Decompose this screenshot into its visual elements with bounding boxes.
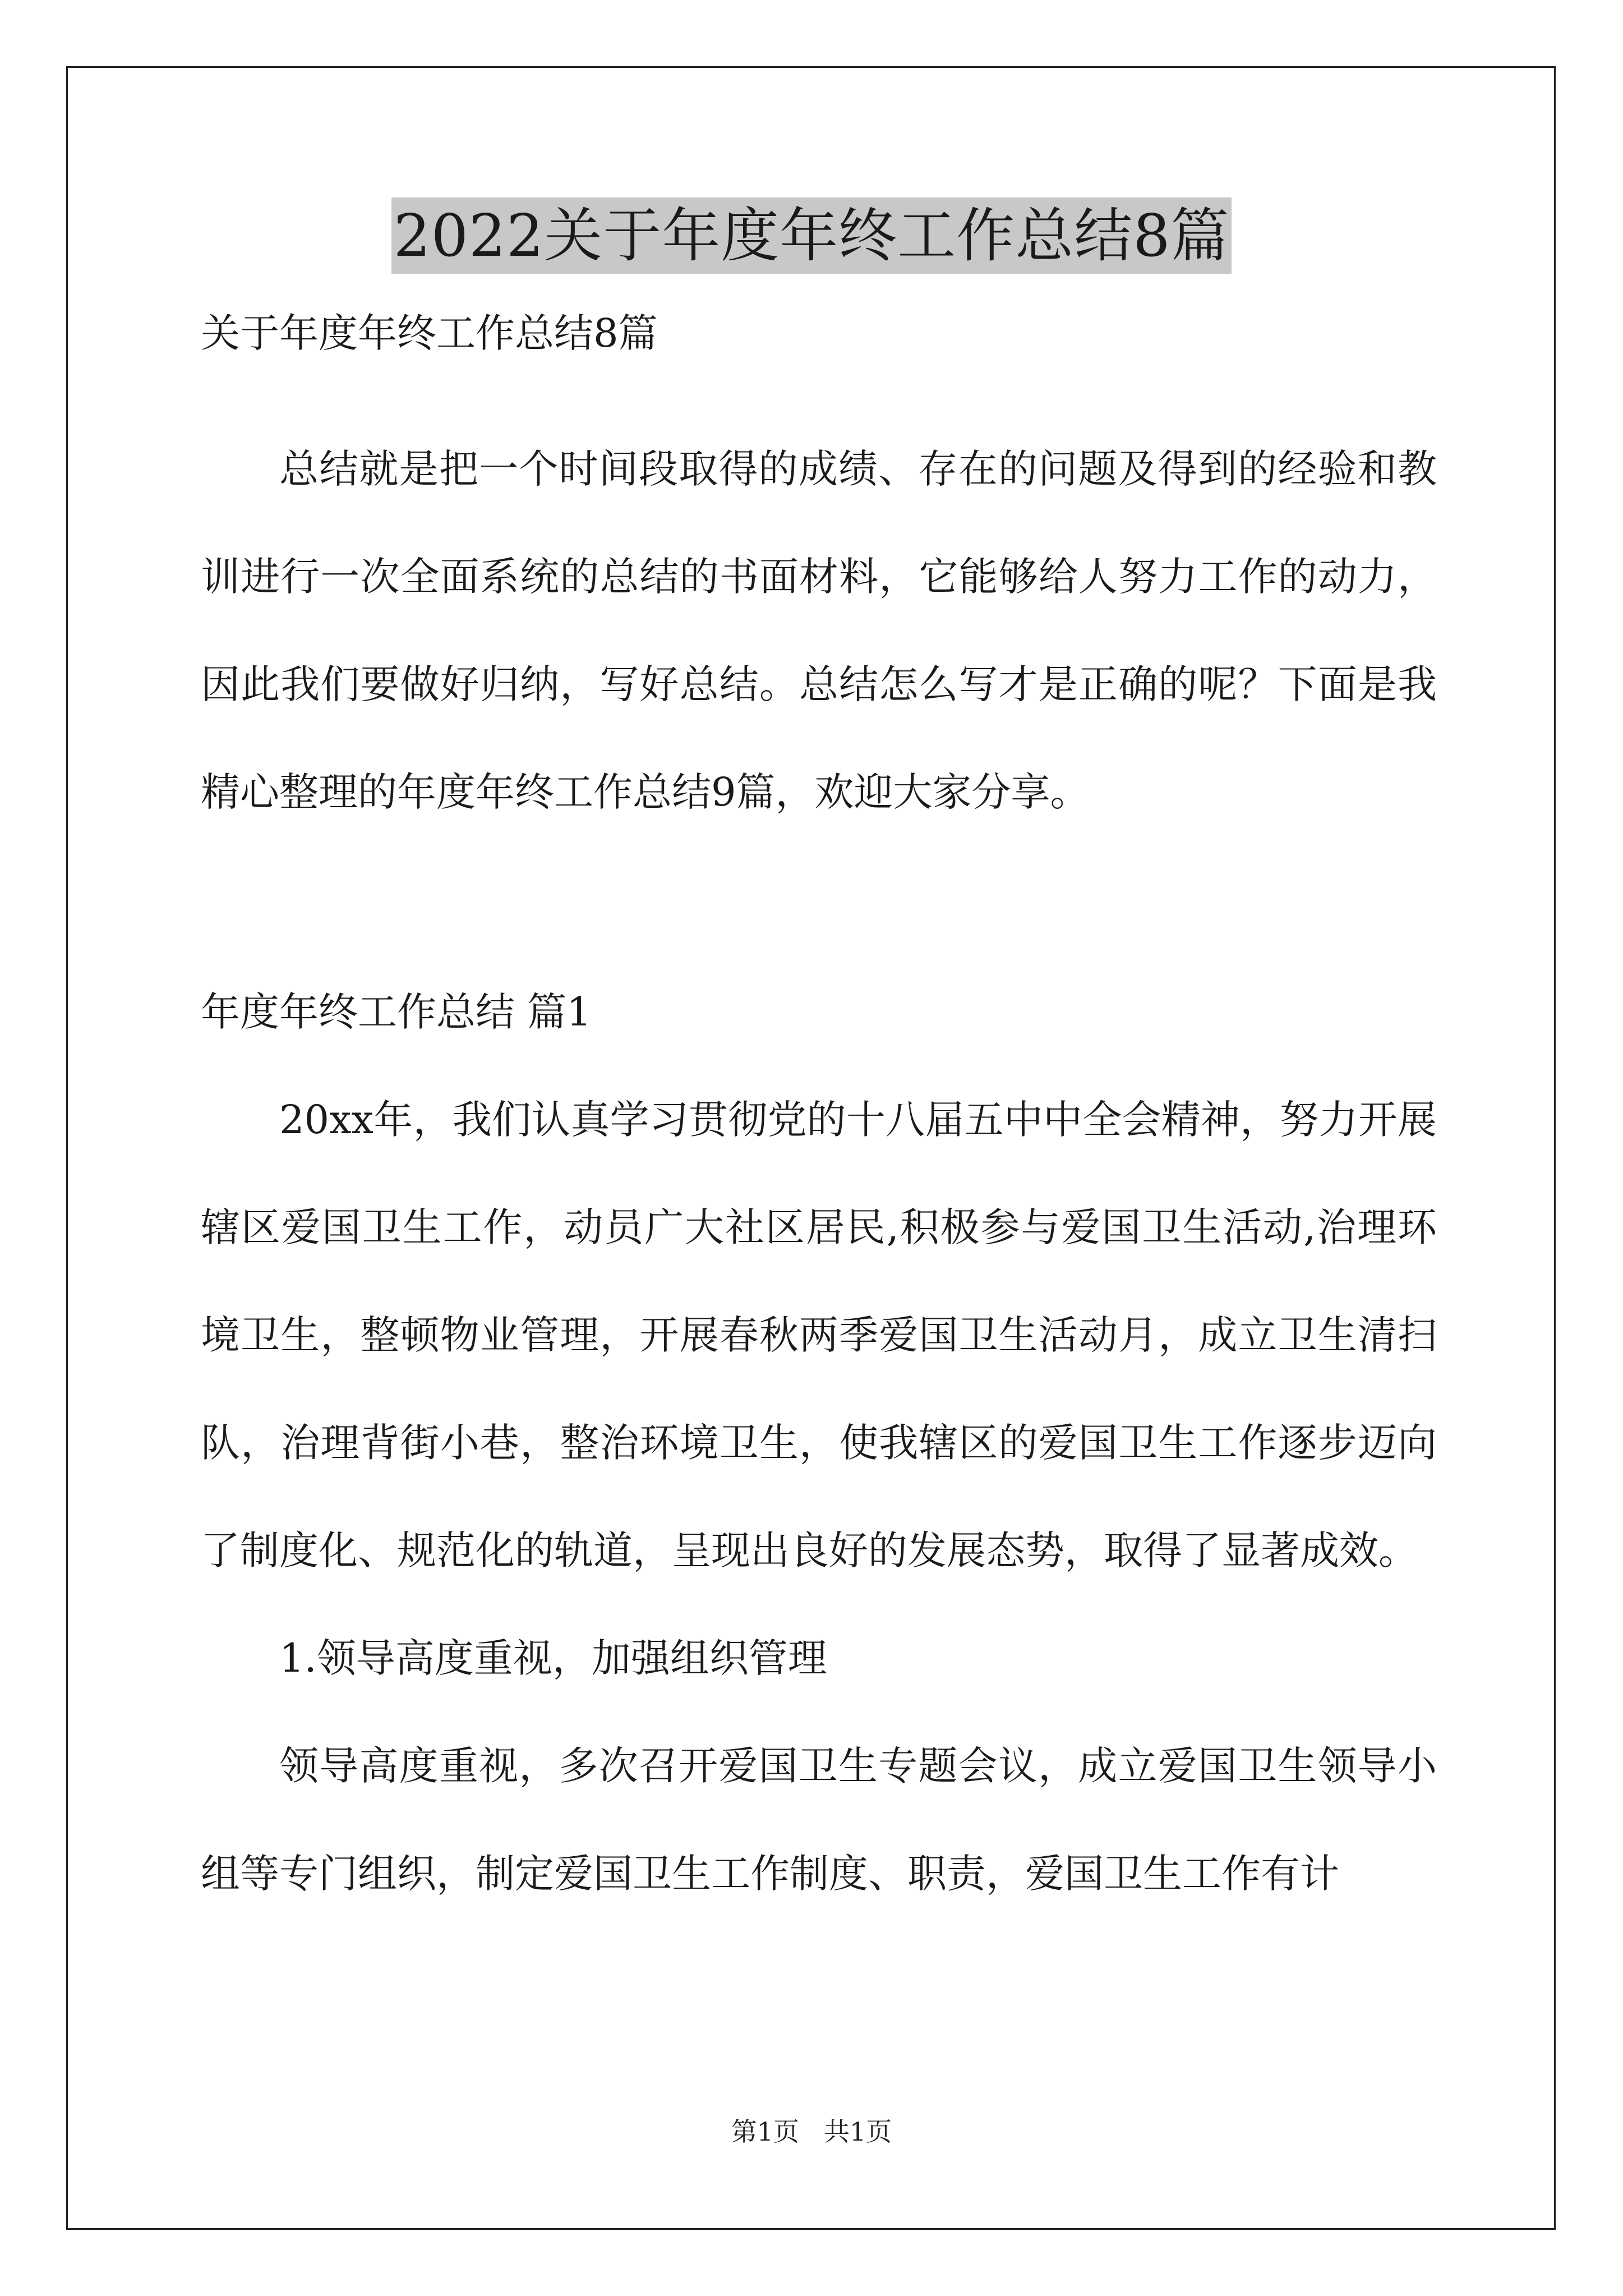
document-title: 2022关于年度年终工作总结8篇 xyxy=(391,197,1232,274)
section-heading: 年度年终工作总结 篇1 xyxy=(201,989,592,1035)
point-paragraph: 领导高度重视，多次召开爱国卫生专题会议，成立爱国卫生领导小组等专门组织，制定爱国卫生工作制度、职责，爱国卫生工作有计 xyxy=(201,1743,1437,1897)
spacer xyxy=(201,846,1437,958)
page-total: 共1页 xyxy=(824,2116,892,2147)
section-paragraph: 20xx年，我们认真学习贯彻党的十八届五中中全会精神，努力开展辖区爱国卫生工作，动员广大社区居民,积极参与爱国卫生活动,治理环境卫生，整顿物业管理，开展春秋两季爱国卫生活动月，成立卫生清扫队，治理背街小巷，整治环境卫生，使我辖区的爱国卫生工作逐步迈向了制度化、规范化的轨道，呈现出良好的发展态势，取得了显著成效。 xyxy=(201,1097,1437,1573)
document-body xyxy=(201,307,1437,1927)
intro-paragraph: 总结就是把一个时间段取得的成绩、存在的问题及得到的经验和教训进行一次全面系统的总结的书面材料，它能够给人努力工作的动力，因此我们要做好归纳，写好总结。总结怎么写才是正确的呢？下面是我精心整理的年度年终工作总结9篇，欢迎大家分享。 xyxy=(201,446,1437,815)
title-container xyxy=(0,197,1623,274)
document-subtitle: 关于年度年终工作总结8篇 xyxy=(201,310,658,356)
page-footer xyxy=(0,2115,1623,2148)
page-number: 第1页 xyxy=(731,2116,799,2147)
point-heading: 1.领导高度重视，加强组织管理 xyxy=(279,1635,827,1681)
spacer xyxy=(201,359,1437,415)
